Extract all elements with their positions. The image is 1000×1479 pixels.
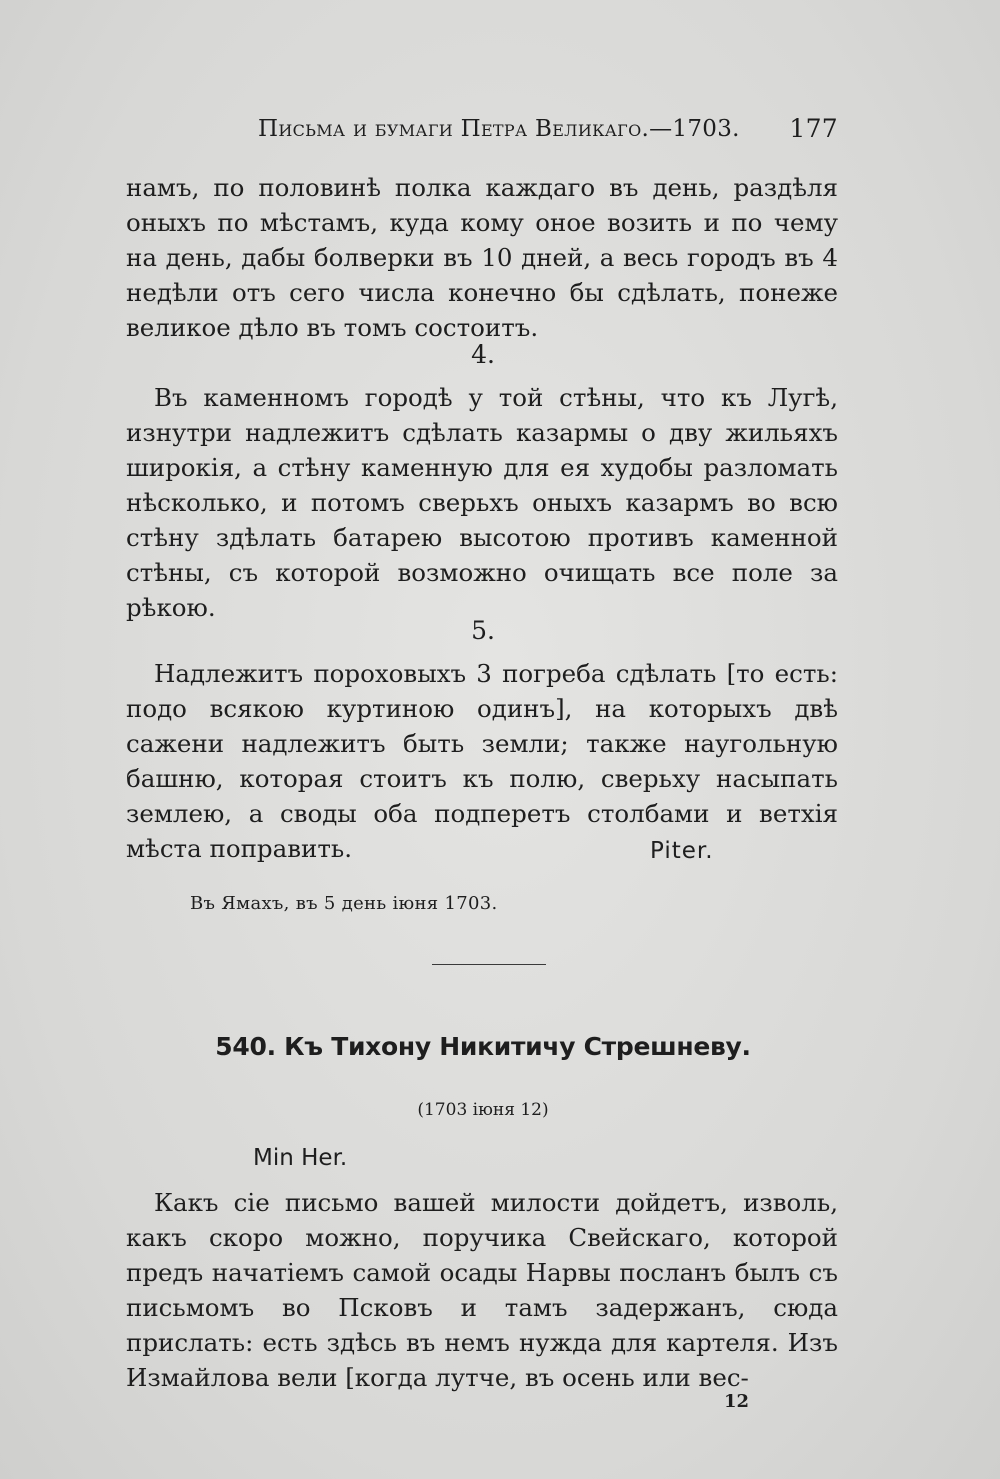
letter-date: (1703 іюня 12): [417, 1100, 549, 1120]
section-divider: [432, 964, 546, 965]
signature-piter: Piter.: [650, 838, 714, 864]
place-date-line: Въ Ямахъ, въ 5 день іюня 1703.: [190, 893, 498, 914]
page-number: 177: [789, 114, 838, 143]
letter-salutation: Min Her.: [253, 1145, 348, 1171]
page-header: [258, 112, 838, 148]
letter-title: 540. Къ Тихону Никитичу Стрешневу.: [215, 1032, 751, 1061]
letter-text: Какъ сіе письмо вашей милости дойдетъ, изволь, какъ скоро можно, поручика Свейскаго, которой предъ начатіемъ самой осады Нарвы посланъ былъ съ письмомъ во Псковъ и тамъ задержанъ, сюда прислать: есть здѣсь въ немъ нужда для картеля. Изъ Измайлова вели [когда лутче, въ осень или вес-: [126, 1188, 838, 1392]
running-title: Письма и бумаги Петра Великаго.—1703.: [258, 116, 740, 142]
section-5-text: Надлежитъ пороховыхъ 3 погреба сдѣлать [то есть: подо всякою куртиною одинъ], на которыхъ двѣ сажени надлежитъ быть земли; также наугольную башню, которая стоитъ къ полю, сверьху насыпать землею, а своды оба подперетъ столбами и ветхія мѣста поправить.: [126, 659, 838, 863]
section-4-text: Въ каменномъ городѣ у той стѣны, что къ Лугѣ, изнутри надлежитъ сдѣлать казармы о дву жильяхъ широкія, а стѣну каменную для ея худобы разломать нѣсколько, и потомъ сверьхъ оныхъ казармъ во всю стѣну здѣлать батарею высотою противъ каменной стѣны, съ которой возможно очищать все поле за рѣкою.: [126, 383, 838, 622]
section-number-5: 5.: [471, 616, 495, 645]
continued-paragraph: намъ, по половинѣ полка каждаго въ день, раздѣля оныхъ по мѣстамъ, куда кому оное возить и по чему на день, дабы болверки въ 10 дней, а весь городъ въ 4 недѣли отъ сего числа конечно бы сдѣлать, понеже великое дѣло въ томъ состоитъ.: [126, 173, 838, 342]
section-number-4: 4.: [471, 340, 495, 369]
signature-mark: 12: [724, 1391, 750, 1412]
